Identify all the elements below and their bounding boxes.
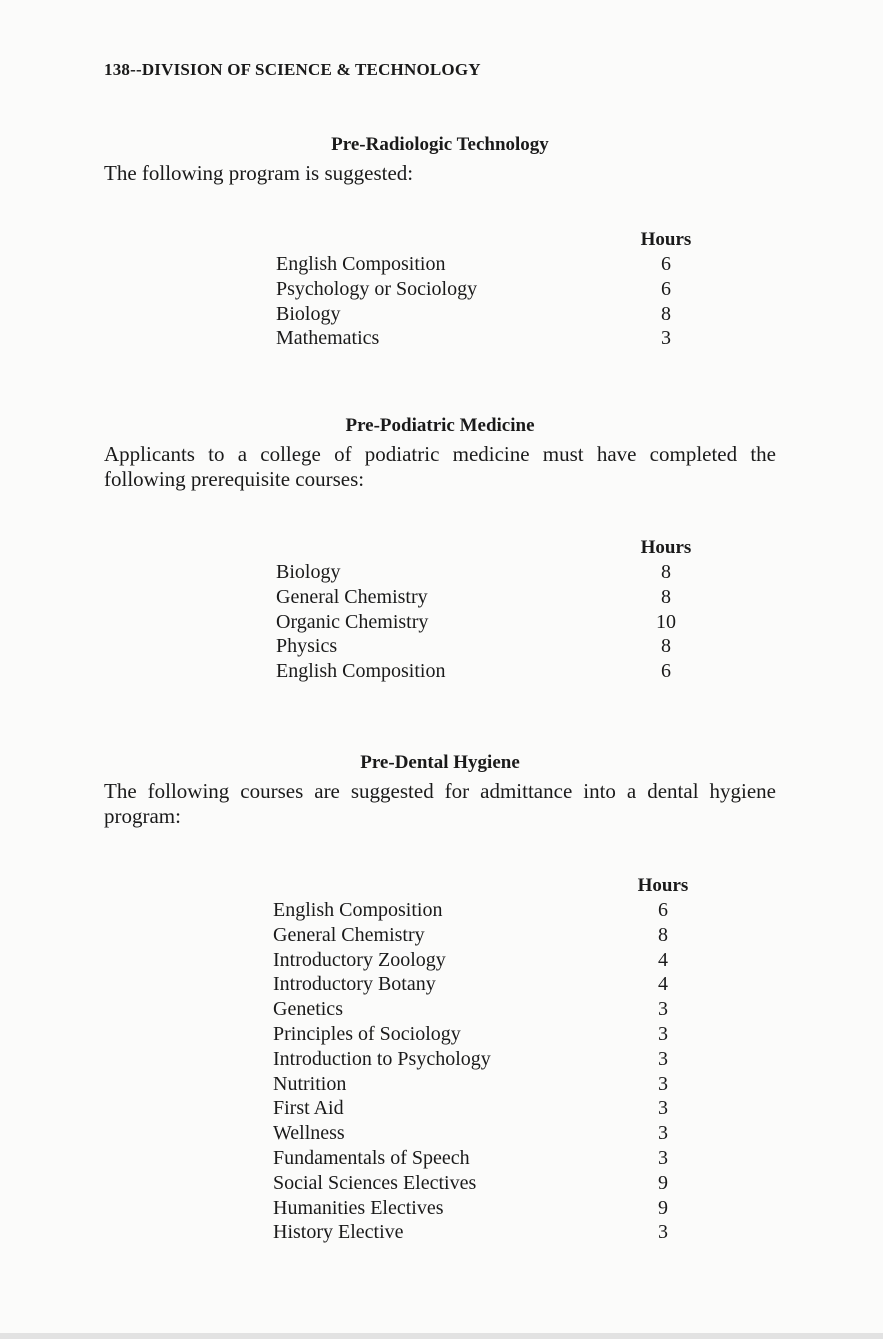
table-row (276, 659, 696, 684)
course-name: Principles of Sociology (273, 1022, 461, 1045)
course-table-pre-dental-hygiene (273, 873, 693, 1245)
table-row (273, 1047, 693, 1072)
table-row (273, 948, 693, 973)
table-row (276, 277, 696, 302)
course-hours: 3 (658, 998, 668, 1021)
course-hours: 3 (658, 1122, 668, 1145)
section-pre-radiologic (104, 133, 776, 186)
table-row (276, 560, 696, 585)
section-title: Pre-Podiatric Medicine (345, 415, 535, 436)
course-hours: 10 (656, 610, 676, 633)
course-name: Nutrition (273, 1072, 347, 1095)
course-hours: 8 (661, 585, 671, 608)
course-hours: 3 (661, 327, 671, 350)
course-name: Biology (276, 561, 341, 583)
course-name: Fundamentals of Speech (273, 1146, 470, 1169)
table-row (273, 923, 693, 948)
table-header-row (273, 873, 693, 898)
course-hours: 9 (658, 1171, 668, 1194)
course-name: Introductory Botany (273, 973, 436, 996)
course-hours: 3 (658, 1146, 668, 1169)
table-row (273, 972, 693, 997)
course-hours: 8 (661, 635, 671, 658)
course-table-pre-radiologic (276, 227, 696, 351)
hours-column-header: Hours (640, 536, 692, 558)
course-name: Social Sciences Electives (273, 1171, 477, 1194)
course-hours: 3 (658, 1022, 668, 1045)
section-pre-podiatric (104, 414, 776, 492)
course-hours: 3 (658, 1047, 668, 1070)
course-hours: 8 (658, 923, 668, 946)
course-name: English Composition (276, 660, 446, 683)
course-name: English Composition (276, 253, 446, 275)
section-intro: Applicants to a college of podiatric medicine must have completed the following prerequisite courses: (104, 442, 776, 491)
table-row (273, 1171, 693, 1196)
scan-edge (0, 1333, 883, 1339)
course-name: Mathematics (276, 327, 380, 350)
course-name: Introductory Zoology (273, 948, 446, 971)
section-pre-dental-hygiene (104, 751, 776, 829)
hours-column-header: Hours (640, 228, 692, 250)
course-hours: 6 (661, 660, 671, 683)
table-row (273, 1196, 693, 1221)
course-hours: 4 (658, 948, 668, 971)
course-hours: 3 (658, 1097, 668, 1120)
course-name: General Chemistry (273, 923, 425, 946)
hours-column-header: Hours (637, 874, 689, 896)
course-hours: 3 (658, 1221, 668, 1244)
table-row (273, 1096, 693, 1121)
course-name: Introduction to Psychology (273, 1047, 491, 1070)
course-table-pre-podiatric (276, 535, 696, 684)
course-name: Humanities Electives (273, 1196, 444, 1219)
table-row (273, 997, 693, 1022)
table-row (276, 252, 696, 277)
course-name: General Chemistry (276, 585, 428, 608)
section-intro: The following program is suggested: (104, 161, 414, 185)
course-name: Organic Chemistry (276, 610, 429, 633)
course-hours: 9 (658, 1196, 668, 1219)
course-hours: 6 (658, 899, 668, 921)
course-column-header (276, 535, 636, 560)
table-row (273, 1220, 693, 1245)
course-name: Genetics (273, 998, 343, 1021)
course-hours: 4 (658, 973, 668, 996)
table-header-row (276, 535, 696, 560)
course-name: Psychology or Sociology (276, 277, 478, 300)
table-row (273, 898, 693, 923)
table-header-row (276, 227, 696, 252)
table-row (276, 302, 696, 327)
table-row (276, 326, 696, 351)
course-name: English Composition (273, 899, 443, 921)
table-row (276, 585, 696, 610)
section-intro: The following courses are suggested for admittance into a dental hygiene program: (104, 779, 776, 828)
course-name: Biology (276, 302, 341, 325)
course-name: Wellness (273, 1122, 345, 1145)
section-title: Pre-Dental Hygiene (360, 752, 520, 773)
course-column-header (276, 227, 636, 252)
section-title: Pre-Radiologic Technology (331, 134, 549, 155)
table-row (273, 1022, 693, 1047)
running-head: 138--DIVISION OF SCIENCE & TECHNOLOGY (104, 60, 481, 79)
course-hours: 8 (661, 302, 671, 325)
table-row (273, 1121, 693, 1146)
course-column-header (273, 873, 633, 898)
table-row (273, 1072, 693, 1097)
table-row (276, 610, 696, 635)
course-hours: 3 (658, 1072, 668, 1095)
course-name: Physics (276, 635, 338, 658)
course-hours: 8 (661, 561, 671, 583)
course-name: History Elective (273, 1221, 404, 1244)
table-row (276, 634, 696, 659)
table-row (273, 1146, 693, 1171)
course-name: First Aid (273, 1097, 344, 1120)
course-hours: 6 (661, 277, 671, 300)
course-hours: 6 (661, 253, 671, 275)
